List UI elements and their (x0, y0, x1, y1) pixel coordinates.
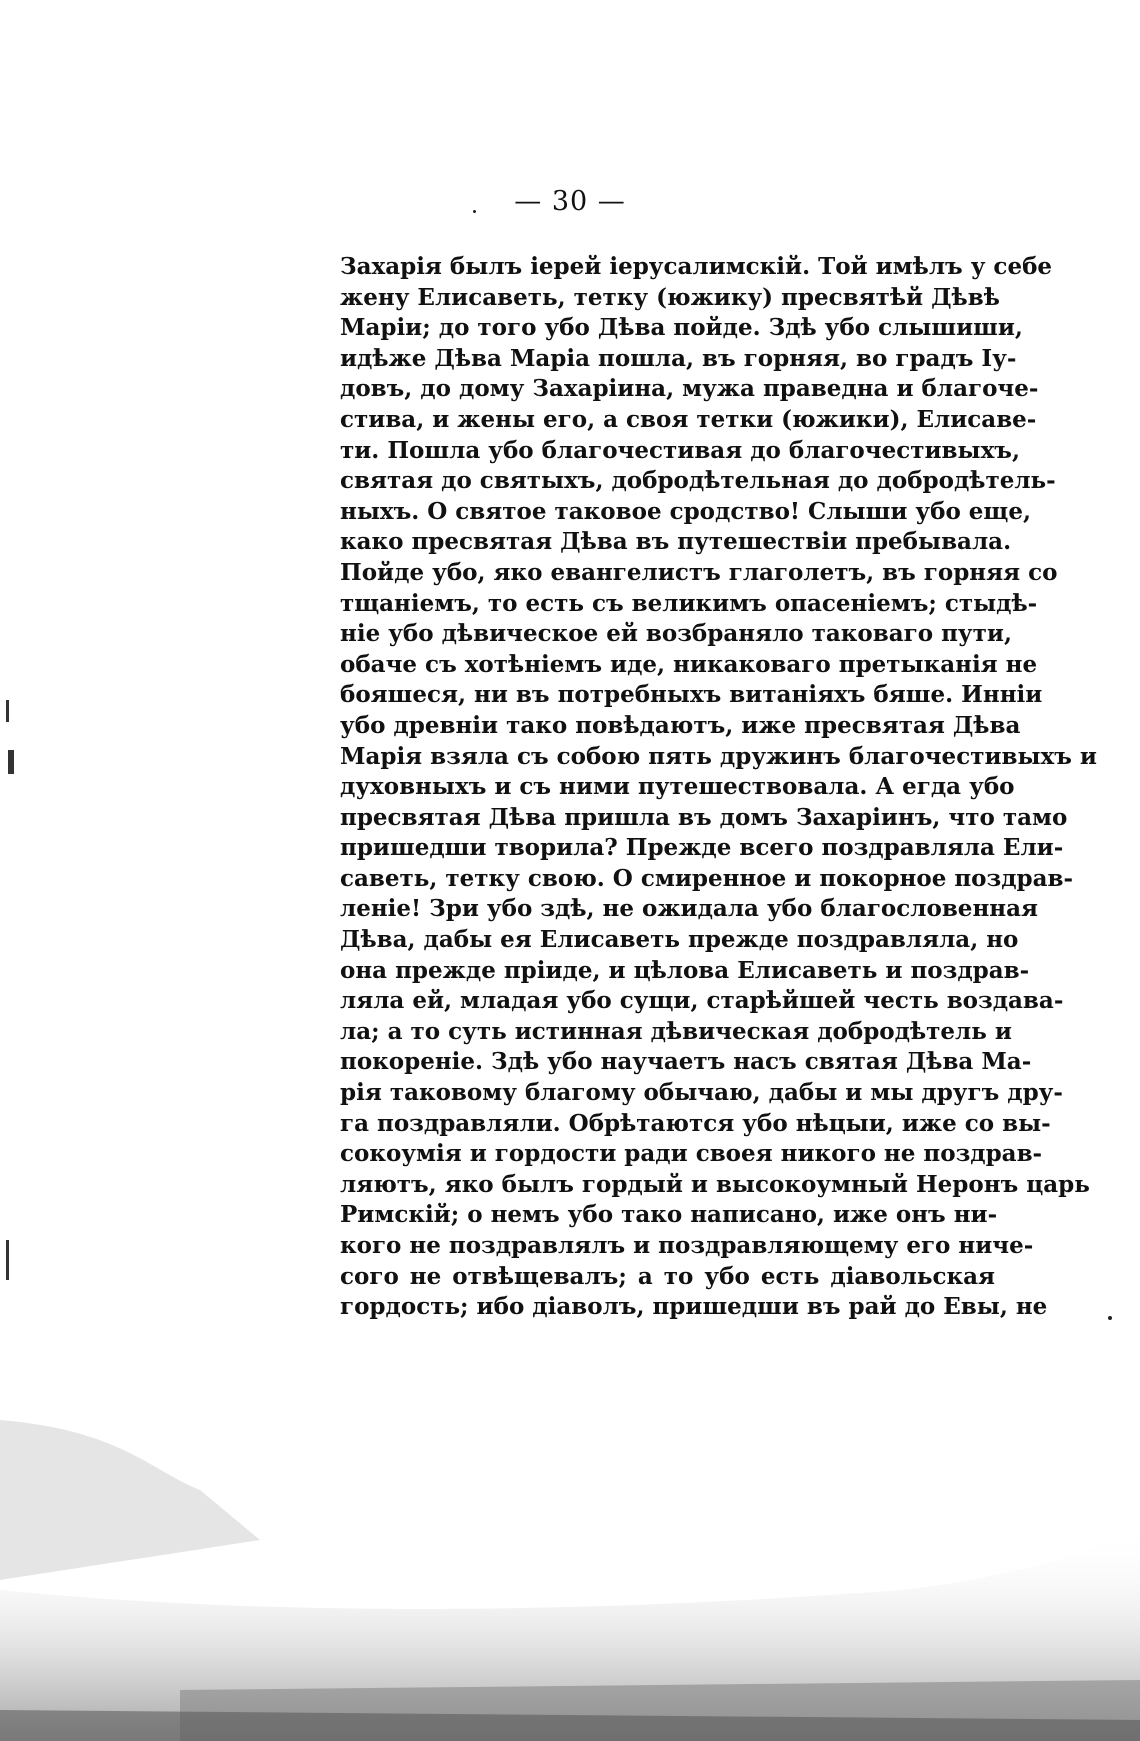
text-line: сокоумія и гордости ради своея никого не поздрав- (340, 1140, 1043, 1168)
text-line: сого не отвѣщевалъ; а то убо есть діавольская (340, 1262, 995, 1290)
text-line: рія таковому благому обычаю, дабы и мы другъ дру- (340, 1079, 1063, 1107)
text-line: Римскій; о немъ убо тако написано, иже онъ ни- (340, 1201, 998, 1229)
text-line: покореніе. Здѣ убо научаетъ насъ святая Дѣва Ма- (340, 1048, 1032, 1076)
margin-mark (6, 1240, 9, 1280)
text-line: ляютъ, яко былъ гордый и высокоумный Неронъ царь (340, 1170, 1090, 1198)
text-line: духовныхъ и съ ними путешествовала. А егда убо (340, 773, 1015, 801)
text-line: Дѣва, дабы ея Елисаветь прежде поздравляла, но (340, 926, 1019, 954)
text-line: ніе убо дѣвическое ей возбраняло таковаго пути, (340, 620, 1012, 648)
text-line: Марія взяла съ собою пять дружинъ благочестивыхъ и (340, 742, 1097, 770)
text-line: како пресвятая Дѣва въ путешествіи пребывала. (340, 528, 1012, 556)
text-line: леніе! Зри убо здѣ, не ожидала убо благословенная (340, 895, 1039, 923)
scan-speck (1108, 1316, 1112, 1320)
body-text (340, 252, 1097, 1323)
text-line: пресвятая Дѣва пришла въ домъ Захаріинъ, что тамо (340, 803, 1068, 831)
text-line: довъ, до дому Захаріина, мужа праведна и благоче- (340, 375, 1039, 403)
text-line: кого не поздравлялъ и поздравляющему его ниче- (340, 1232, 1034, 1259)
text-line: ла; а то суть истинная дѣвическая добродѣтель и (340, 1017, 1012, 1045)
text-line: саветь, тетку свою. О смиренное и покорное поздрав- (340, 864, 1074, 892)
text-line: гордость; ибо діаволъ, пришедши въ рай до Евы, не (340, 1293, 1048, 1321)
text-line: тщаніемъ, то есть съ великимъ опасеніемъ; стыдѣ- (340, 589, 1038, 617)
text-line: Маріи; до того убо Дѣва пойде. Здѣ убо слышиши, (340, 314, 1023, 342)
text-line: ныхъ. О святое таковое сродство! Слыши убо еще, (340, 497, 1031, 525)
scan-speck (473, 210, 476, 213)
text-line: пришедши творила? Прежде всего поздравляла Ели- (340, 834, 1064, 862)
text-line: убо древніи тако повѣдаютъ, иже пресвятая Дѣва (340, 711, 1021, 739)
text-line: га поздравляли. Обрѣтаются убо нѣцыи, иже со вы- (340, 1109, 1051, 1137)
text-line: она прежде пріиде, и цѣлова Елисаветь и поздрав- (340, 956, 1030, 984)
margin-mark (6, 700, 9, 722)
text-line: обаче съ хотѣніемъ иде, никаковаго претыканія не (340, 650, 1038, 678)
margin-mark (8, 750, 14, 774)
text-line: Захарія былъ іерей іерусалимскій. Той имѣлъ у себе (340, 253, 1053, 280)
text-line: святая до святыхъ, добродѣтельная до добродѣтель- (340, 467, 1056, 495)
text-line: Пойде убо, яко евангелистъ глаголетъ, въ горняя со (340, 558, 1058, 586)
text-line: жену Елисаветь, тетку (южику) пресвятѣй Дѣвѣ (340, 283, 1000, 311)
text-line: ляла ей, младая убо сущи, старѣйшей честь воздава- (340, 987, 1064, 1015)
text-line: бояшеся, ни въ потребныхъ витаніяхъ бяше. Инніи (340, 681, 1043, 709)
scan-shadow (0, 1390, 1140, 1741)
text-line: идѣже Дѣва Маріа пошла, въ горняя, во градъ Іу- (340, 344, 1017, 372)
text-line: ти. Пошла убо благочестивая до благочестивыхъ, (340, 436, 1020, 464)
page-number: — 30 — (514, 186, 626, 217)
text-line: стива, и жены его, а своя тетки (южики), Елисаве- (340, 405, 1037, 433)
